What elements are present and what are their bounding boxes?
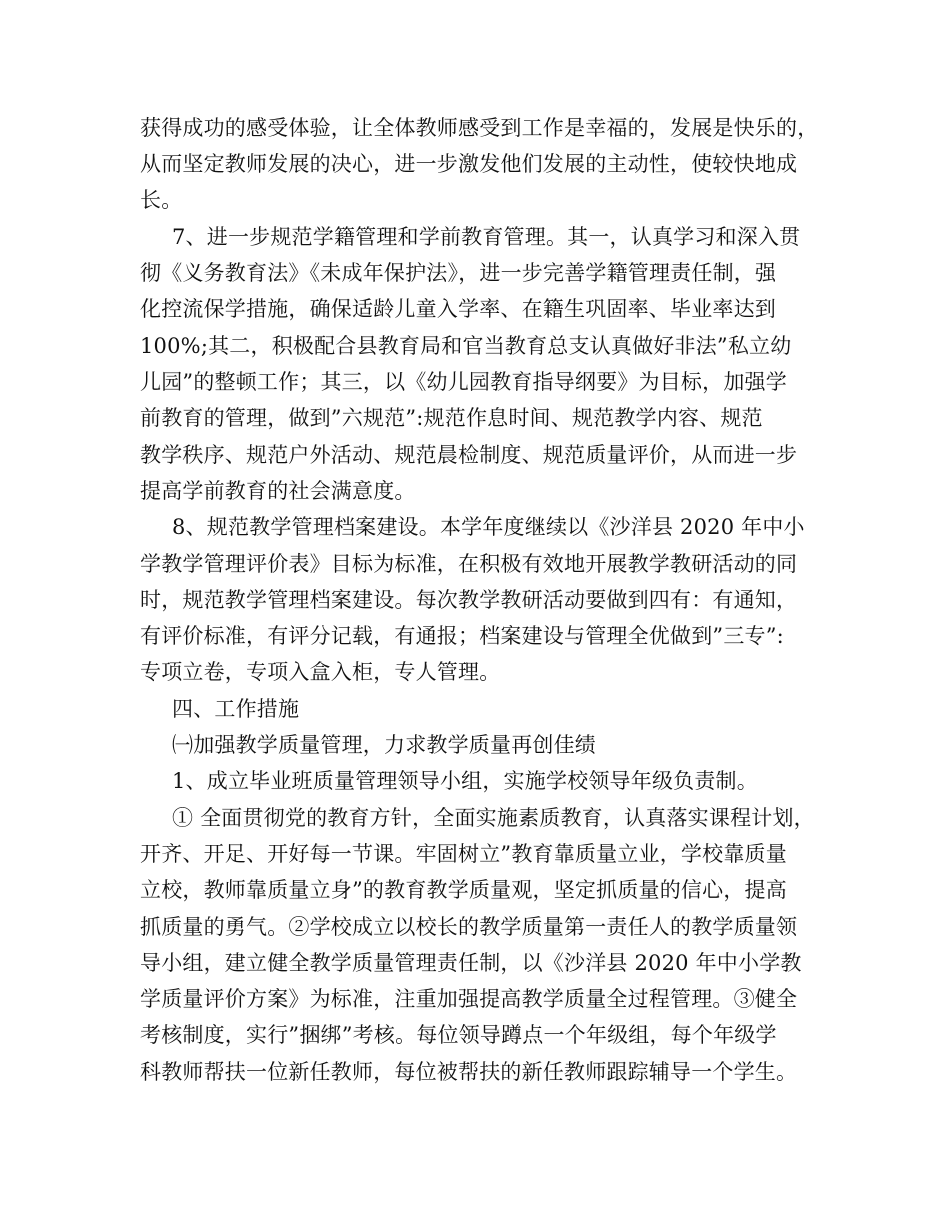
- text-line: 儿园”的整顿工作；其三，以《幼儿园教育指导纲要》为目标，加强学: [140, 370, 787, 394]
- text-line: 学教学管理评价表》目标为标准，在积极有效地开展教学教研活动的同: [140, 552, 798, 576]
- text-line: 化控流保学措施，确保适龄儿童入学率、在籍生巩固率、毕业率达到: [140, 297, 776, 321]
- text-line: 考核制度，实行”捆绑”考核。每位领导蹲点一个年级组，每个年级学: [140, 1023, 777, 1047]
- text-line: 100%;其二，积极配合县教育局和官当教育总支认真做好非法”私立幼: [140, 334, 792, 358]
- item-heading: 1、成立毕业班质量管理领导小组，实施学校领导年级负责制。: [172, 769, 758, 793]
- text-line: 获得成功的感受体验，让全体教师感受到工作是幸福的，发展是快乐的，: [140, 116, 819, 140]
- text-line: 长。: [140, 188, 183, 212]
- text-line: 导小组，建立健全教学质量管理责任制，以《沙洋县 2020 年中小学教: [140, 951, 802, 975]
- text-line: 立校，教师靠质量立身”的教育教学质量观，坚定抓质量的信心，提高: [140, 878, 787, 902]
- text-line: 开齐、开足、开好每一节课。牢固树立”教育靠质量立业，学校靠质量: [140, 842, 787, 866]
- text-line: 有评价标准，有评分记载，有通报；档案建设与管理全优做到”三专”:: [140, 624, 784, 648]
- paragraph-8-start: 8、规范教学管理档案建设。本学年度继续以《沙洋县 2020 年中小: [172, 515, 805, 539]
- section-heading: 四、工作措施: [172, 697, 300, 721]
- text-line: 科教师帮扶一位新任教师，每位被帮扶的新任教师跟踪辅导一个学生。: [140, 1060, 798, 1084]
- text-line: 时，规范教学管理档案建设。每次教学教研活动要做到四有：有通知，: [140, 588, 798, 612]
- text-line: 从而坚定教师发展的决心，进一步激发他们发展的主动性，使较快地成: [140, 152, 798, 176]
- paragraph-start: ① 全面贯彻党的教育方针，全面实施素质教育，认真落实课程计划，: [172, 806, 815, 830]
- text-line: 教学秩序、规范户外活动、规范晨检制度、规范质量评价，从而进一步: [140, 443, 798, 467]
- text-line: 专项立卷，专项入盒入柜，专人管理。: [140, 660, 501, 684]
- text-line: 彻《义务教育法》《未成年保护法》，进一步完善学籍管理责任制，强: [140, 261, 777, 285]
- text-line: 提高学前教育的社会满意度。: [140, 479, 416, 503]
- paragraph-7-start: 7、进一步规范学籍管理和学前教育管理。其一，认真学习和深入贯: [172, 225, 801, 249]
- text-line: 前教育的管理，做到”六规范”:规范作息时间、规范教学内容、规范: [140, 406, 763, 430]
- text-line: 学质量评价方案》为标准，注重加强提高教学质量全过程管理。③健全: [140, 987, 798, 1011]
- text-line: 抓质量的勇气。②学校成立以校长的教学质量第一责任人的教学质量领: [140, 915, 798, 939]
- subsection-heading: ㈠加强教学质量管理，力求教学质量再创佳绩: [172, 733, 596, 757]
